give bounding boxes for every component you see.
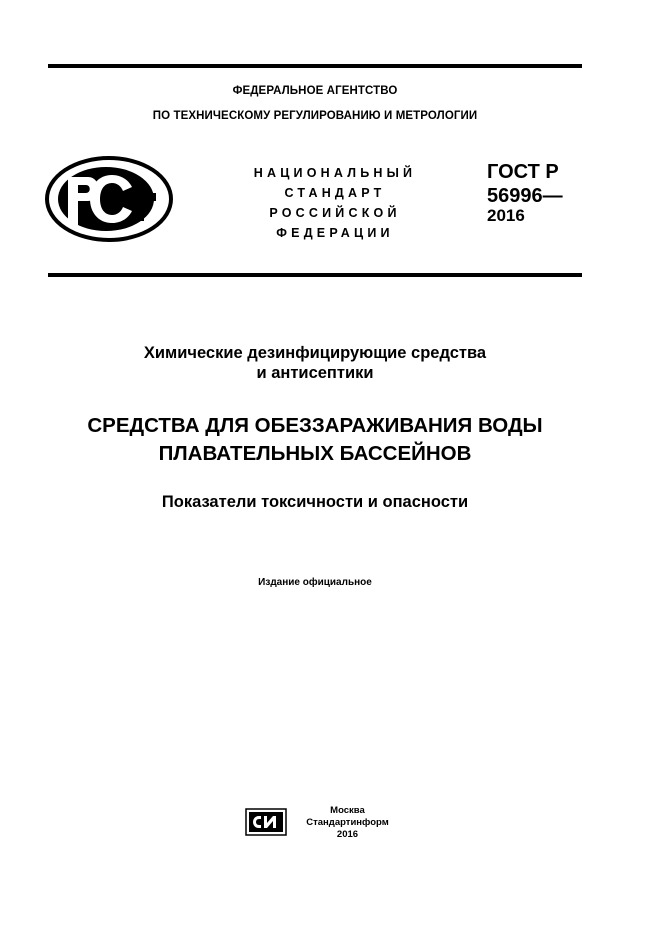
agency-name-line-1: ФЕДЕРАЛЬНОЕ АГЕНТСТВО (232, 85, 398, 97)
subject-line-2: и антисептики (256, 364, 374, 382)
edition-label: Издание официальное (258, 577, 372, 588)
publisher-name: Стандартинформ (306, 817, 389, 828)
publisher-city: Москва (330, 805, 365, 816)
document-title-line-1: СРЕДСТВА ДЛЯ ОБЕЗЗАРАЖИВАНИЯ ВОДЫ (87, 414, 543, 437)
subject-line-1: Химические дезинфицирующие средства (143, 344, 487, 362)
standard-type-line-4: ФЕДЕРАЦИИ (276, 226, 394, 240)
standard-type-line-3: РОССИЙСКОЙ (269, 206, 401, 220)
gost-r-emblem-icon (44, 155, 174, 243)
standard-designation (487, 160, 563, 208)
designation-year: 2016 (487, 206, 525, 225)
publisher-year: 2016 (336, 829, 359, 840)
top-rule (48, 64, 582, 68)
document-title-line-2: ПЛАВАТЕЛЬНЫХ БАССЕЙНОВ (158, 442, 472, 465)
designation-code-line-1: ГОСТ Р (487, 161, 559, 183)
middle-rule (48, 273, 582, 277)
standard-type-line-1: НАЦИОНАЛЬНЫЙ (253, 166, 417, 180)
document-subtitle: Показатели токсичности и опасности (161, 493, 469, 511)
standard-type-line-2: СТАНДАРТ (284, 186, 386, 200)
standartinform-logo-icon (245, 808, 287, 836)
agency-name-line-2: ПО ТЕХНИЧЕСКОМУ РЕГУЛИРОВАНИЮ И МЕТРОЛОГИИ (152, 110, 478, 122)
designation-code-line-2: 56996— (487, 185, 563, 207)
